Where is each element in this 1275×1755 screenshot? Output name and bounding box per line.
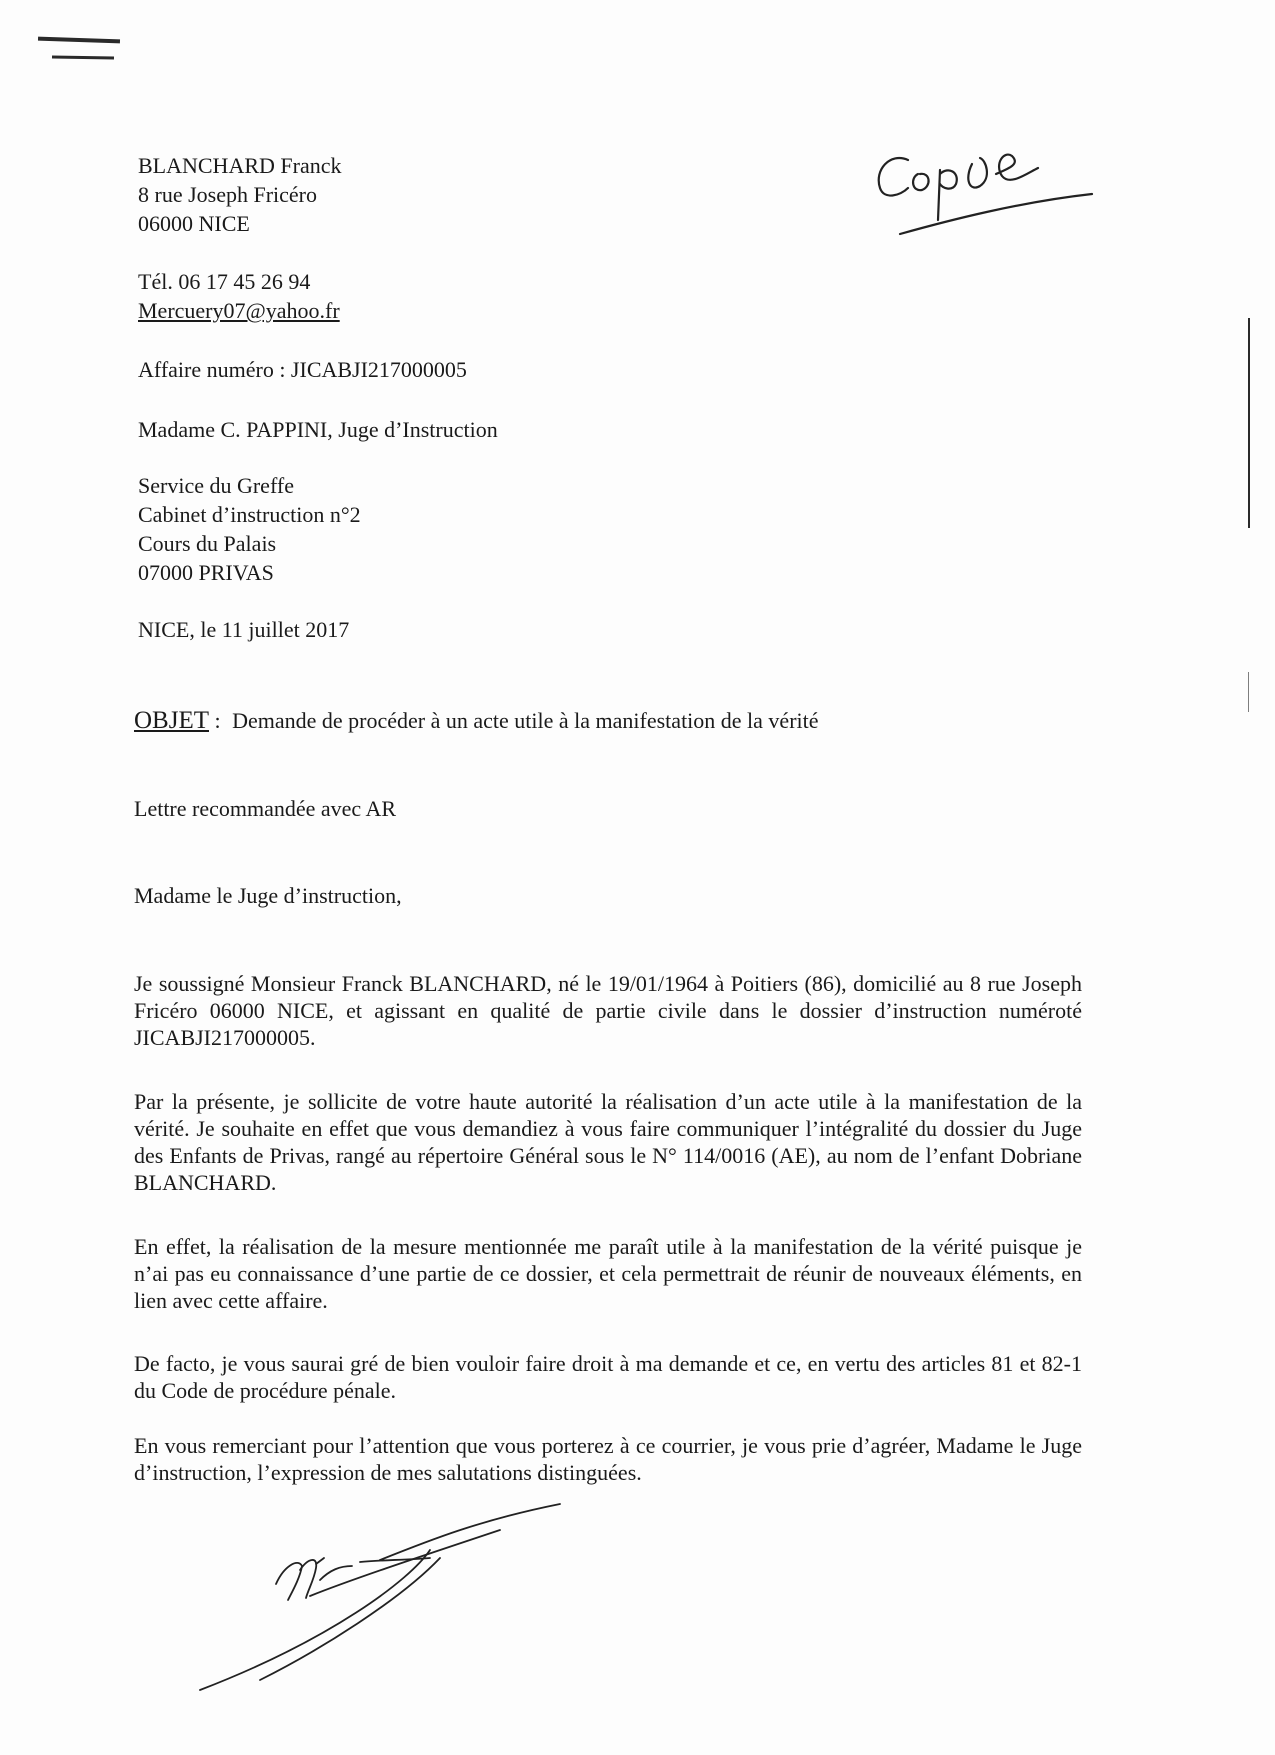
recipient-street: Cours du Palais xyxy=(138,531,277,556)
subject-text: Demande de procéder à un acte utile à la manifestation de la vérité xyxy=(232,708,819,733)
paragraph-identity: Je soussigné Monsieur Franck BLANCHARD, né le 19/01/1964 à Poitiers (86), domicilié au 8 rue Joseph Fricéro 06000 NICE, et agissant en qualité de partie civile dans le dossier d’instruction numéroté JICABJI217000005. xyxy=(134,971,1082,1050)
sender-phone: Tél. 06 17 45 26 94 xyxy=(138,269,311,294)
subject-label: OBJET xyxy=(134,707,209,734)
paragraph-closing: En vous remerciant pour l’attention que vous porterez à ce courrier, je vous prie d’agréer, Madame le Juge d’instruction, l’expression de mes salutations distinguées. xyxy=(134,1433,1082,1485)
salutation: Madame le Juge d’instruction, xyxy=(134,883,402,908)
sender-street: 8 rue Joseph Fricéro xyxy=(138,182,318,207)
scan-artifact-top-left-2 xyxy=(52,55,114,59)
sender-email: Mercuery07@yahoo.fr xyxy=(138,298,340,323)
subject-line xyxy=(134,708,819,734)
paragraph-legal-basis: De facto, je vous saurai gré de bien vouloir faire droit à ma demande et ce, en vertu des articles 81 et 82-1 du Code de procédure pénale. xyxy=(134,1351,1082,1403)
scan-artifact-right-margin-2 xyxy=(1248,672,1249,712)
scan-artifact-right-margin xyxy=(1248,318,1250,528)
sender-city: 06000 NICE xyxy=(138,211,250,236)
recipient-judge: Madame C. PAPPINI, Juge d’Instruction xyxy=(138,417,498,442)
paragraph-justification: En effet, la réalisation de la mesure mentionnée me paraît utile à la manifestation de la vérité puisque je n’ai pas eu connaissance d’une partie de ce dossier, et cela permettrait de réunir de nouveaux éléments, en lien avec cette affaire. xyxy=(134,1234,1082,1313)
recipient-service: Service du Greffe xyxy=(138,473,294,498)
copie-handwritten-annotation xyxy=(860,130,1100,250)
sender-name: BLANCHARD Franck xyxy=(138,153,342,178)
subject-separator: : xyxy=(209,708,227,733)
recipient-cabinet: Cabinet d’instruction n°2 xyxy=(138,502,361,527)
case-reference: Affaire numéro : JICABJI217000005 xyxy=(138,357,467,382)
recipient-city: 07000 PRIVAS xyxy=(138,560,274,585)
delivery-mode: Lettre recommandée avec AR xyxy=(134,796,397,821)
scan-artifact-top-left xyxy=(38,37,120,44)
paragraph-request: Par la présente, je sollicite de votre haute autorité la réalisation d’un acte utile à la manifestation de la vérité. Je souhaite en effet que vous demandiez à vous faire communiquer l’intégralité du dossier du Juge des Enfants de Privas, rangé au répertoire Général sous le N° 114/0016 (AE), au nom de l’enfant Dobriane BLANCHARD. xyxy=(134,1089,1082,1195)
place-date: NICE, le 11 juillet 2017 xyxy=(138,617,350,642)
handwritten-signature xyxy=(180,1500,560,1700)
